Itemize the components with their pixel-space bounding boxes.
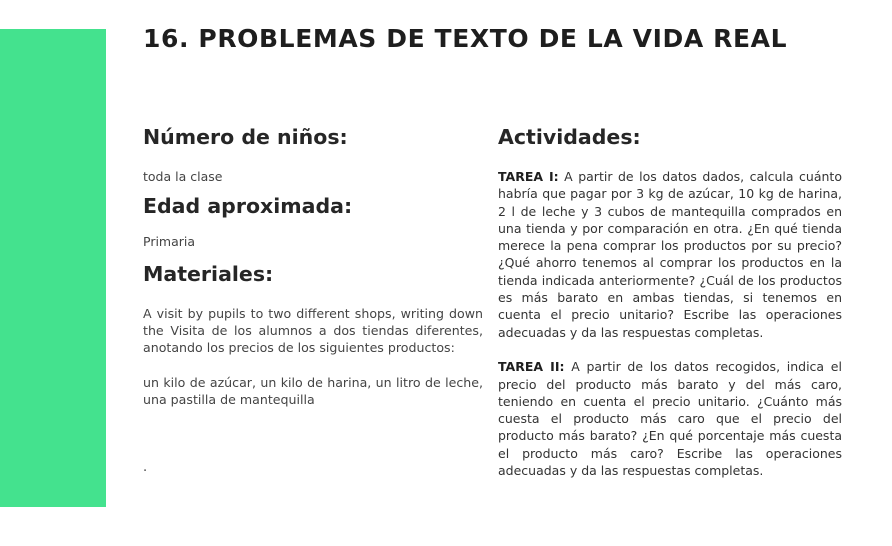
materials-paragraph: A visit by pupils to two different shops, writing down the Visita de los alumnos a dos tiendas diferentes, anotando los precios de los siguientes productos: <box>143 305 483 356</box>
accent-sidebar-bar <box>0 29 106 507</box>
task-1-block <box>498 168 842 341</box>
task-2-text: A partir de los datos recogidos, indica el precio del producto más barato y del más caro, teniendo en cuenta el precio unitario. ¿Cuánto más cuesta el producto más caro que el precio del producto más barato? ¿En qué porcentaje más cuesta el producto más caro? Escribe las operaciones adecuadas y da las respuestas completas. <box>498 359 842 479</box>
activities-column <box>498 122 842 479</box>
materials-product-list: un kilo de azúcar, un kilo de harina, un litro de leche, una pastilla de mantequilla <box>143 374 483 408</box>
page-title: 16. PROBLEMAS DE TEXTO DE LA VIDA REAL <box>143 24 788 53</box>
task-1-text: A partir de los datos dados, calcula cuánto habría que pagar por 3 kg de azúcar, 10 kg de harina, 2 l de leche y 3 cubos de mantequilla comprados en una tienda y por comparación en otra. ¿En qué tienda merece la pena comprar los productos por su precio? ¿Qué ahorro tenemos al comprar los productos en la tienda indicada anteriormente? ¿Cuál de los productos es más barato en ambas tiendas, si tenemos en cuenta el precio unitario? Escribe las operaciones adecuadas y da las respuestas completas. <box>498 169 842 340</box>
footnote-dot: . <box>143 460 148 475</box>
materials-heading: Materiales: <box>143 261 274 286</box>
task-2-title: TAREA II: <box>498 359 565 375</box>
task-1-title: TAREA I: <box>498 169 559 184</box>
age-value: Primaria <box>143 234 196 250</box>
children-count-heading: Número de niños: <box>143 125 348 149</box>
children-count-value: toda la clase <box>143 169 223 184</box>
task-2-block <box>498 358 842 479</box>
age-heading: Edad aproximada: <box>143 194 353 219</box>
left-column <box>143 122 483 408</box>
activities-heading: Actividades: <box>498 125 641 149</box>
